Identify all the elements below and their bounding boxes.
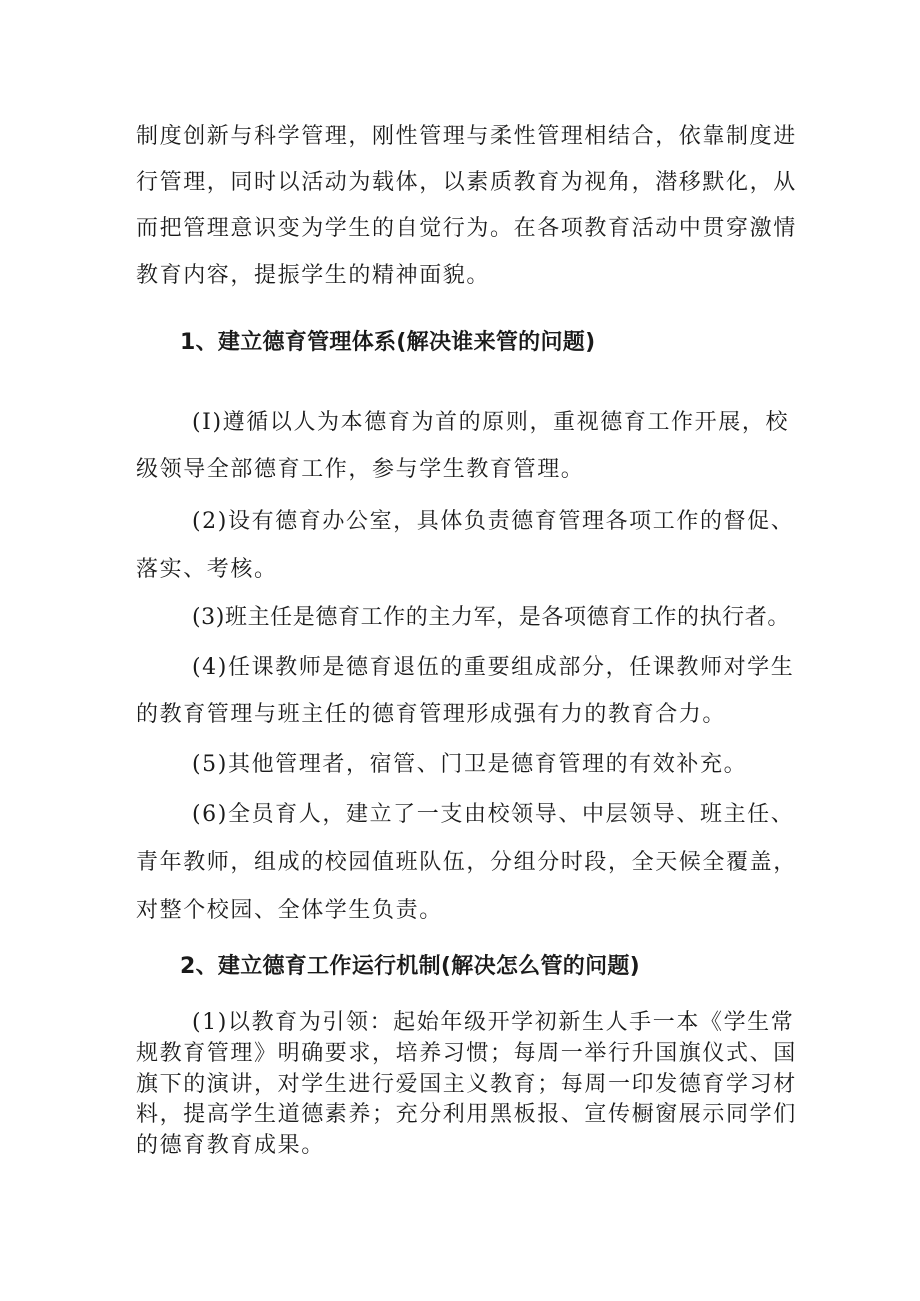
section-2-item-1-line-1: (1)以教育为引领：起始年级开学初新生人手一本《学生常 [192, 1010, 795, 1035]
section-1-item-4-line-2: 的教育管理与班主任的德育管理形成强有力的教育合力。 [136, 702, 727, 727]
section-2-item-1-line-3: 旗下的演讲，对学生进行爱国主义教育；每周一印发德育学习材 [136, 1072, 797, 1097]
section-1-item-4-line-1: (4)任课教师是德育退伍的重要组成部分，任课教师对学生 [192, 655, 795, 680]
intro-line-1: 制度创新与科学管理，刚性管理与柔性管理相结合，依靠制度进 [136, 124, 797, 149]
section-1-item-6-line-2: 青年教师，组成的校园值班队伍，分组分时段，全天候全覆盖， [136, 850, 797, 875]
intro-line-4: 教育内容，提振学生的精神面貌。 [136, 263, 491, 288]
section-1-heading: 1、建立德育管理体系(解决谁来管的问题) [180, 330, 596, 355]
section-2-item-1-line-5: 的德育教育成果。 [136, 1133, 325, 1158]
section-1-item-6-line-3: 对整个校园、全体学生负责。 [136, 898, 443, 923]
section-2-item-1-line-4: 料，提高学生道德素养；充分利用黑板报、宣传橱窗展示同学们 [136, 1102, 797, 1127]
intro-line-3: 而把管理意识变为学生的自觉行为。在各项教育活动中贯穿激情 [136, 216, 797, 241]
intro-line-2: 行管理，同时以活动为载体，以素质教育为视角，潜移默化，从 [136, 170, 797, 195]
section-1-item-2-line-1: (2)设有德育办公室，具体负责德育管理各项工作的督促、 [192, 509, 795, 534]
section-1-item-3-line-1: (3)班主任是德育工作的主力军，是各项德育工作的执行者。 [192, 605, 790, 630]
section-2-heading: 2、建立德育工作运行机制(解决怎么管的问题) [180, 954, 641, 979]
section-1-item-5-line-1: (5)其他管理者，宿管、门卫是德育管理的有效补充。 [192, 752, 748, 777]
section-1-item-2-line-2: 落实、考核。 [136, 557, 278, 582]
section-1-item-1-line-1: (I)遵循以人为本德育为首的原则，重视德育工作开展，校 [192, 410, 790, 435]
section-2-item-1-line-2: 规教育管理》明确要求，培养习惯；每周一举行升国旗仪式、国 [136, 1041, 797, 1066]
section-1-item-1-line-2: 级领导全部德育工作，参与学生教育管理。 [136, 457, 585, 482]
section-1-item-6-line-1: (6)全员育人，建立了一支由校领导、中层领导、班主任、 [192, 802, 795, 827]
